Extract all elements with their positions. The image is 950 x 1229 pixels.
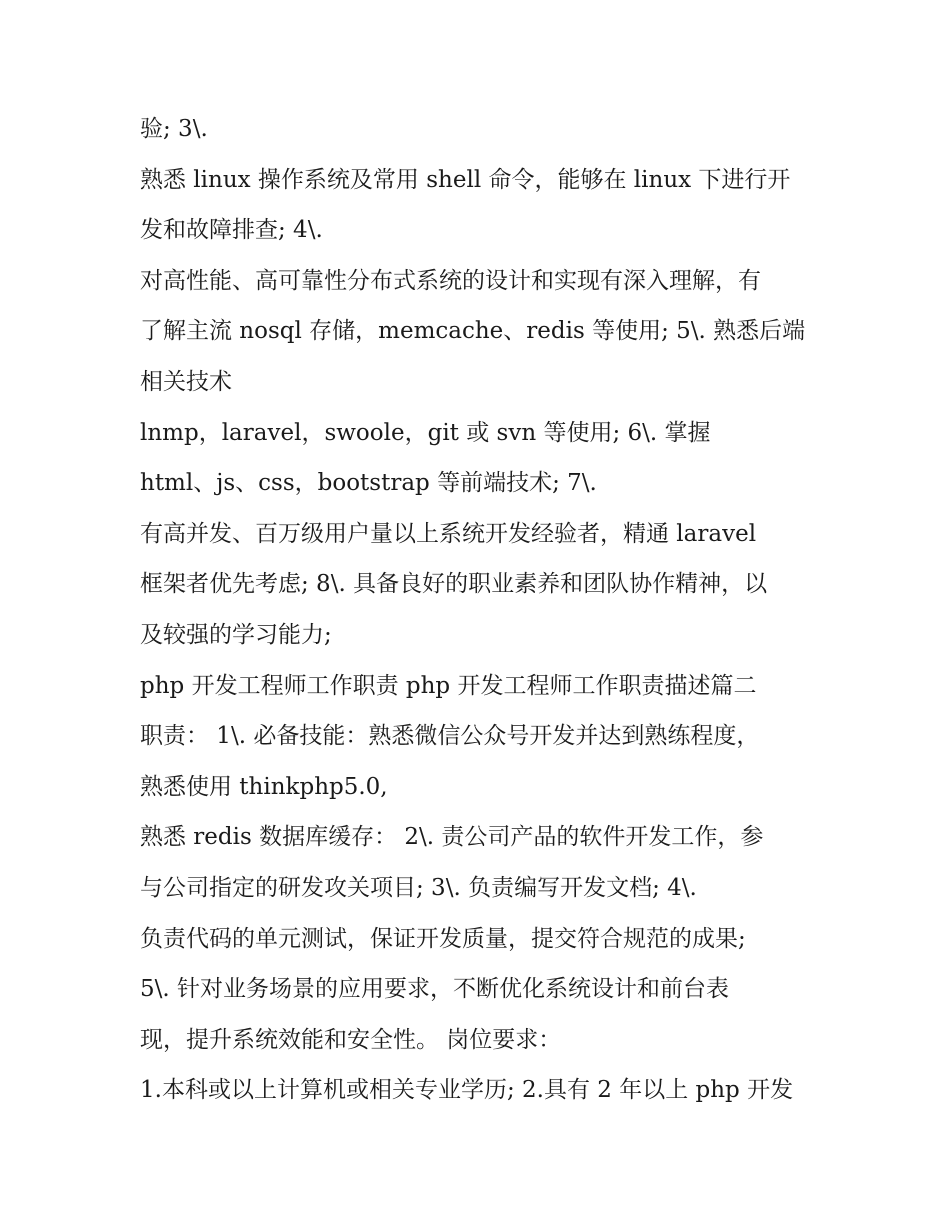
text-line: 对高性能、高可靠性分布式系统的设计和实现有深入理解，有 [140, 267, 761, 294]
text-line: 1.本科或以上计算机或相关专业学历; 2.具有 2 年以上 php 开发 [140, 1077, 794, 1104]
document-body [140, 104, 840, 1116]
text-line: 负责代码的单元测试，保证开发质量，提交符合规范的成果; [140, 925, 746, 952]
text-line: 熟悉 linux 操作系统及常用 shell 命令，能够在 linux 下进行开 [140, 166, 791, 193]
text-line: 验; 3\. [140, 116, 208, 142]
text-line: 熟悉 redis 数据库缓存： 2\. 责公司产品的软件开发工作，参 [140, 824, 764, 851]
text-line: html、js、css，bootstrap 等前端技术; 7\. [140, 470, 597, 497]
text-line: php 开发工程师工作职责 php 开发工程师工作职责描述篇二 [140, 672, 757, 699]
text-line: 与公司指定的研发攻关项目; 3\. 负责编写开发文档; 4\. [140, 874, 697, 901]
text-line: 了解主流 nosql 存储，memcache、redis 等使用; 5\. 熟悉后端 [140, 318, 806, 345]
text-line: 职责： 1\. 必备技能：熟悉微信公众号开发并达到熟练程度， [140, 723, 760, 750]
text-line: 5\. 针对业务场景的应用要求，不断优化系统设计和前台表 [140, 976, 730, 1003]
text-line: 相关技术 [140, 368, 232, 395]
text-line: 框架者优先考虑; 8\. 具备良好的职业素养和团队协作精神，以 [140, 571, 768, 598]
text-line: 熟悉使用 thinkphp5.0, [140, 773, 388, 800]
text-line: 现，提升系统效能和安全性。 岗位要求： [140, 1026, 562, 1053]
text-line: lnmp，laravel，swoole，git 或 svn 等使用; 6\. 掌握 [140, 419, 711, 446]
text-line: 及较强的学习能力; [140, 621, 332, 648]
text-line: 有高并发、百万级用户量以上系统开发经验者，精通 laravel [140, 520, 757, 547]
text-line: 发和故障排查; 4\. [140, 217, 323, 244]
